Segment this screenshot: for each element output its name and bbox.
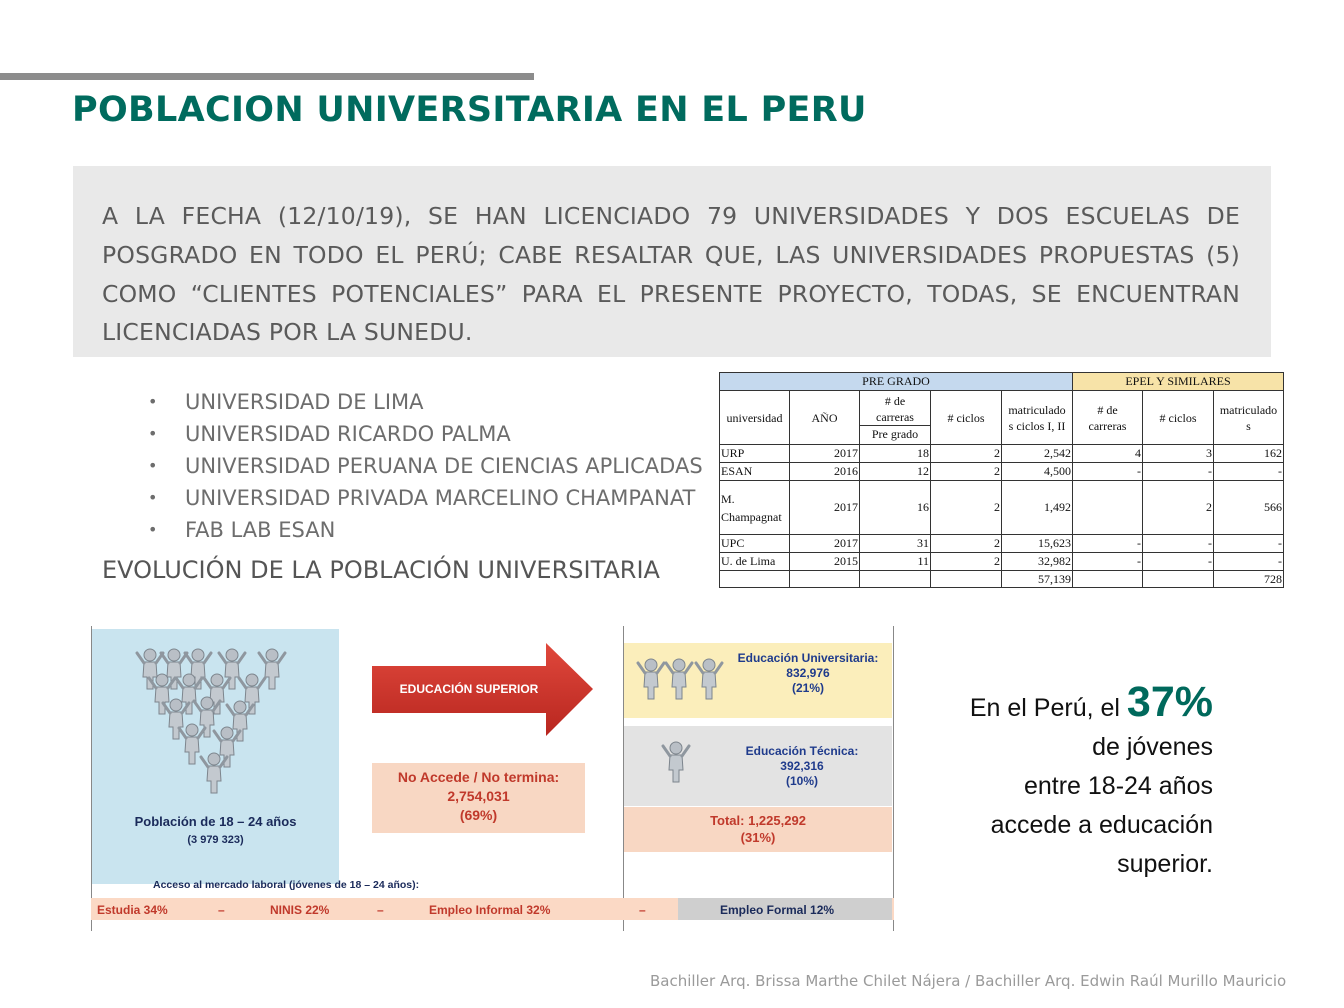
no-accede-percent: (69%) [459, 807, 498, 823]
cell-ciclos: 2 [931, 535, 1002, 553]
bar-estudia: Estudia 34% [97, 903, 168, 917]
cell-epel-ciclos: 2 [1143, 481, 1214, 535]
table-total-row [720, 571, 1284, 588]
no-accede-title: No Accede / No termina: [397, 769, 560, 785]
stat-prefix: En el Perú, el [969, 694, 1120, 722]
list-item-label: UNIVERSIDAD RICARDO PALMA [185, 422, 511, 446]
cell-epel-carreras: - [1073, 463, 1143, 481]
cell-matric: 15,623 [1002, 535, 1073, 553]
person-icon [654, 738, 704, 794]
cell-matric: 2,542 [1002, 445, 1073, 463]
population-panel [92, 629, 339, 884]
table-row [720, 481, 1284, 535]
col-header-epel-carreras [1073, 391, 1143, 445]
intro-box [73, 166, 1271, 357]
page-title: POBLACION UNIVERSITARIA EN EL PERU [72, 90, 867, 130]
col-header-epel-carreras-l2: carreras [1088, 418, 1127, 433]
col-header-carreras-sub: Pre grado [860, 425, 930, 442]
col-header-carreras-l1: # de [884, 394, 906, 408]
stat-line-4: accede a educación [990, 811, 1213, 839]
cell-matric: 1,492 [1002, 481, 1073, 535]
bullet-icon: • [148, 488, 158, 507]
col-header-anio: AÑO [790, 391, 860, 445]
cell-empty [720, 571, 790, 588]
list-item-label: FAB LAB ESAN [185, 518, 336, 542]
cell-epel-carreras [1073, 481, 1143, 535]
arrow-label: EDUCACIÓN SUPERIOR [399, 682, 539, 696]
stat-line-5: superior. [1117, 850, 1213, 878]
no-accede-box [372, 763, 585, 833]
cell-epel-matric: 566 [1214, 481, 1284, 535]
cell-total-matric: 57,139 [1002, 571, 1073, 588]
cell-empty [1073, 571, 1143, 588]
cell-epel-ciclos: 3 [1143, 445, 1214, 463]
col-header-matriculados [1002, 391, 1073, 445]
bar-informal: Empleo Informal 32% [429, 903, 551, 917]
university-education-value: 832,976 [786, 666, 830, 680]
university-education-box [624, 643, 892, 718]
intro-text: A LA FECHA (12/10/19), SE HAN LICENCIADO 79 UNIVERSIDADES Y DOS ESCUELAS DE POSGRADO EN TODO EL PERÚ; CABE RESALTAR QUE, LAS UNIVERSIDADES PROPUESTAS (5) COMO “CLIENTES POTENCIALES” PARA EL PRESENTE PROYECTO, TODAS, SE ENCUENTRAN LICENCIADAS POR LA SUNEDU. [102, 202, 1240, 347]
cell-year: 2016 [790, 463, 860, 481]
bullet-icon: • [148, 456, 158, 475]
cell-uni-l1: M. [721, 491, 735, 506]
university-education-percent: (21%) [791, 681, 824, 695]
stat-percent: 37% [1126, 678, 1213, 726]
education-infographic [91, 626, 894, 931]
people-group-icon [629, 655, 729, 705]
no-accede-value: 2,754,031 [447, 788, 510, 804]
cell-total-epel-matric: 728 [1214, 571, 1284, 588]
col-header-carreras-l2: carreras [876, 410, 914, 424]
col-header-carreras [860, 391, 931, 445]
cell-epel-carreras: - [1073, 535, 1143, 553]
technical-education-value: 392,316 [780, 759, 824, 773]
cell-epel-matric: - [1214, 553, 1284, 571]
col-header-epel-matriculados [1214, 391, 1284, 445]
stat-line-2: de jóvenes [1092, 733, 1213, 761]
table-row [720, 535, 1284, 553]
statistic-callout [925, 678, 1213, 884]
col-header-epel-carreras-l1: # de [1097, 402, 1118, 417]
population-count: (3 979 323) [187, 834, 244, 846]
cell-carreras: 31 [860, 535, 931, 553]
col-header-universidad: universidad [720, 391, 790, 445]
cell-empty [790, 571, 860, 588]
cell-carreras: 12 [860, 463, 931, 481]
labor-market-label: Acceso al mercado laboral (jóvenes de 18 – 24 años): [153, 879, 420, 891]
cell-epel-matric: - [1214, 463, 1284, 481]
table-row [720, 463, 1284, 481]
cell-epel-matric: 162 [1214, 445, 1284, 463]
list-item-label: UNIVERSIDAD PRIVADA MARCELINO CHAMPANAT [185, 486, 696, 510]
col-header-epel-matric-l2: s [1246, 418, 1251, 433]
cell-epel-carreras: - [1073, 553, 1143, 571]
population-label: Población de 18 – 24 años [134, 814, 297, 829]
bar-separator: – [639, 903, 646, 917]
cell-epel-matric: - [1214, 535, 1284, 553]
cell-carreras: 16 [860, 481, 931, 535]
cell-uni: URP [720, 445, 790, 463]
technical-education-title: Educación Técnica: [745, 744, 859, 758]
university-education-text [724, 651, 892, 696]
col-header-epel-ciclos: # ciclos [1143, 391, 1214, 445]
cell-ciclos: 2 [931, 553, 1002, 571]
list-item-label: UNIVERSIDAD DE LIMA [185, 390, 424, 414]
evolution-heading: EVOLUCIÓN DE LA POBLACIÓN UNIVERSITARIA [102, 556, 660, 584]
cell-epel-ciclos: - [1143, 553, 1214, 571]
cell-carreras: 11 [860, 553, 931, 571]
total-value: Total: 1,225,292 [710, 813, 806, 828]
cell-epel-carreras: 4 [1073, 445, 1143, 463]
cell-uni [720, 481, 790, 535]
cell-year: 2017 [790, 535, 860, 553]
group-header-epel: EPEL Y SIMILARES [1073, 373, 1284, 391]
university-education-title: Educación Universitaria: [737, 651, 879, 665]
bullet-icon: • [148, 424, 158, 443]
technical-education-percent: (10%) [785, 774, 818, 788]
top-accent-bar [0, 73, 534, 80]
cell-ciclos: 2 [931, 463, 1002, 481]
divider-line [91, 626, 92, 931]
bullet-icon: • [148, 392, 158, 411]
col-header-epel-matric-l1: matriculado [1219, 402, 1278, 417]
cell-year: 2017 [790, 445, 860, 463]
cell-matric: 4,500 [1002, 463, 1073, 481]
col-header-ciclos: # ciclos [931, 391, 1002, 445]
footer-credit: Bachiller Arq. Brissa Marthe Chilet Nájera / Bachiller Arq. Edwin Raúl Murillo Mauricio [650, 972, 1287, 990]
group-header-pregrado: PRE GRADO [720, 373, 1073, 391]
table-row [720, 553, 1284, 571]
cell-epel-ciclos: - [1143, 535, 1214, 553]
cell-year: 2017 [790, 481, 860, 535]
cell-uni: U. de Lima [720, 553, 790, 571]
cell-ciclos: 2 [931, 481, 1002, 535]
cell-year: 2015 [790, 553, 860, 571]
total-box [624, 807, 892, 852]
stat-line-1 [925, 678, 1213, 728]
cell-empty [931, 571, 1002, 588]
cell-ciclos: 2 [931, 445, 1002, 463]
cell-empty [860, 571, 931, 588]
technical-education-text [712, 744, 892, 789]
bar-separator: – [218, 903, 225, 917]
cell-epel-ciclos: - [1143, 463, 1214, 481]
list-item-label: UNIVERSIDAD PERUANA DE CIENCIAS APLICADAS [185, 454, 703, 478]
cell-uni: ESAN [720, 463, 790, 481]
stat-line-3: entre 18-24 años [1023, 772, 1213, 800]
cell-carreras: 18 [860, 445, 931, 463]
total-percent: (31%) [740, 830, 776, 845]
cell-matric: 32,982 [1002, 553, 1073, 571]
bar-ninis: NINIS 22% [270, 903, 330, 917]
technical-education-box [624, 726, 892, 806]
cell-empty [1143, 571, 1214, 588]
bar-separator: – [377, 903, 384, 917]
divider-line [893, 626, 894, 931]
bullet-icon: • [148, 520, 158, 539]
people-pyramid-icon [92, 629, 339, 809]
cell-uni-l2: Champagnat [721, 509, 782, 524]
cell-uni: UPC [720, 535, 790, 553]
col-header-matric-l2: s ciclos I, II [1008, 418, 1066, 433]
enrollment-table [719, 372, 1284, 588]
col-header-matric-l1: matriculado [1008, 402, 1066, 417]
table-row [720, 445, 1284, 463]
bar-formal: Empleo Formal 12% [720, 903, 835, 917]
